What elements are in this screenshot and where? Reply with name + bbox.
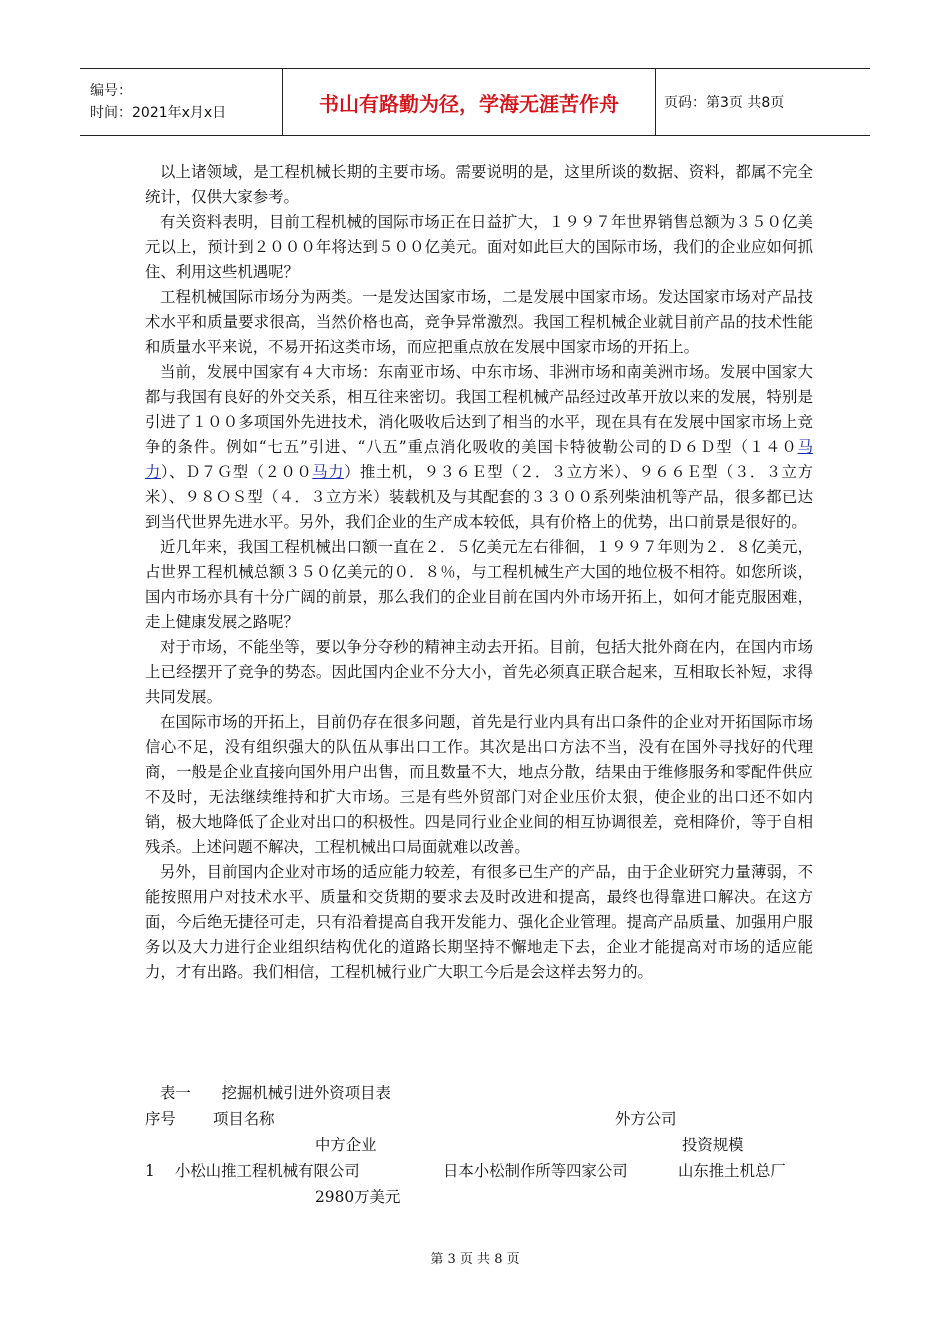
row-no: 1 bbox=[145, 1162, 155, 1180]
table-header-row-1 bbox=[145, 1106, 813, 1132]
col-header-cn: 中方企业 bbox=[315, 1136, 377, 1154]
article-body bbox=[145, 160, 813, 985]
header-info bbox=[80, 69, 282, 135]
paragraph-4 bbox=[145, 360, 813, 535]
paragraph-5: 近几年来，我国工程机械出口额一直在２．５亿美元左右徘徊，１９９７年则为２．８亿美元，占世界工程机械总额３５０亿美元的０．８％，与工程机械生产大国的地位极不相符。如您所谈，国内市场亦具有十分广阔的前景，那么我们的企业目前在国内外市场开拓上，如何才能克服困难，走上健康发展之路呢？ bbox=[145, 538, 813, 631]
investment-table bbox=[145, 1080, 813, 1210]
table-title-row bbox=[145, 1080, 813, 1106]
header-motto: 书山有路勤为径，学海无涯苦作舟 bbox=[282, 69, 656, 135]
table-row bbox=[145, 1158, 813, 1184]
paragraph-6: 对于市场，不能坐等，要以争分夺秒的精神主动去开拓。目前，包括大批外商在内，在国内市场上已经摆开了竞争的势态。因此国内企业不分大小，首先必须真正联合起来，互相取长补短，求得共同发展。 bbox=[145, 638, 813, 706]
paragraph-8: 另外，目前国内企业对市场的适应能力较差，有很多已生产的产品，由于企业研究力量薄弱，不能按照用户对技术水平、质量和交货期的要求去及时改进和提高，最终也得靠进口解决。在这方面，今后绝无捷径可走，只有沿着提高自我开发能力、强化企业管理。提高产品质量、加强用户服务以及大力进行企业组织结构优化的道路长期坚持不懈地走下去，企业才能提高对市场的适应能力，才有出路。我们相信，工程机械行业广大职工今后是会这样去努力的。 bbox=[145, 863, 813, 981]
row-foreign-company: 日本小松制作所等四家公司 bbox=[443, 1162, 628, 1180]
paragraph-3: 工程机械国际市场分为两类。一是发达国家市场，二是发展中国家市场。发达国家市场对产品技术水平和质量要求很高，当然价格也高，竞争异常激烈。我国工程机械企业就目前产品的技术性能和质量水平来说，不易开拓这类市场，而应把重点放在发展中国家市场的开拓上。 bbox=[145, 288, 813, 356]
row-investment-scale: 2980万美元 bbox=[315, 1188, 401, 1206]
col-header-scale: 投资规模 bbox=[682, 1136, 744, 1154]
paragraph-4-part-a: 当前，发展中国家有４大市场：东南亚市场、中东市场、非洲市场和南美洲市场。发展中国家大都与我国有良好的外交关系，相互往来密切。我国工程机械产品经过改革开放以来的发展，特别是引进了１００多项国外先进技术，消化吸收后达到了相当的水平，现在具有在发展中国家市场上竞争的条件。例如“七五”引进、“八五”重点消化吸收的美国卡特彼勒公司的Ｄ６Ｄ型（１４０ bbox=[145, 363, 813, 456]
table-header-row-2 bbox=[145, 1132, 813, 1158]
doc-number-label: 编号： bbox=[90, 83, 132, 99]
header-page-number: 页码：第3页 共8页 bbox=[664, 95, 785, 111]
paragraph-2: 有关资料表明，目前工程机械的国际市场正在日益扩大，１９９７年世界销售总额为３５０亿美元以上，预计到２０００年将达到５００亿美元。面对如此巨大的国际市场，我们的企业应如何抓住、利用这些机遇呢？ bbox=[145, 213, 813, 281]
paragraph-4-part-b: ）、Ｄ７Ｇ型（２００ bbox=[160, 463, 313, 481]
col-header-no: 序号 bbox=[145, 1110, 176, 1128]
col-header-foreign: 外方公司 bbox=[615, 1110, 677, 1128]
row-project-name: 小松山推工程机械有限公司 bbox=[175, 1162, 360, 1180]
table-row-continued bbox=[145, 1184, 813, 1210]
page-header bbox=[80, 68, 870, 136]
paragraph-7: 在国际市场的开拓上，目前仍存在很多问题，首先是行业内具有出口条件的企业对开拓国际市场信心不足，没有组织强大的队伍从事出口工作。其次是出口方法不当，没有在国外寻找好的代理商，一般是企业直接向国外用户出售，而且数量不大，地点分散，结果由于维修服务和零配件供应不及时，无法继续维持和扩大市场。三是有些外贸部门对企业压价太狠，使企业的出口还不如内销，极大地降低了企业对出口的积极性。四是同行业企业间的相互协调很差，竞相降价，等于自相残杀。上述问题不解决，工程机械出口局面就难以改善。 bbox=[145, 713, 813, 856]
paragraph-4-part-c: ）推土机，９３６Ｅ型（２．３立方米）、９６６Ｅ型（３．３立方米）、９８ＯＳ型（４．３立方米）装载机及与其配套的３３００系列柴油机等产品，很多都已达到当代世界先进水平。另外，我们企业的生产成本较低，具有价格上的优势，出口前景是很好的。 bbox=[145, 463, 813, 531]
table-title: 表一 挖掘机械引进外资项目表 bbox=[160, 1084, 391, 1102]
horsepower-link-1[interactable]: 马力 bbox=[145, 438, 813, 481]
horsepower-link-2[interactable]: 马力 bbox=[312, 463, 345, 481]
paragraph-1: 以上诸领域，是工程机械长期的主要市场。需要说明的是，这里所谈的数据、资料，都属不完全统计，仅供大家参考。 bbox=[145, 163, 813, 206]
col-header-name: 项目名称 bbox=[213, 1110, 275, 1128]
row-chinese-company: 山东推土机总厂 bbox=[678, 1162, 786, 1180]
page-footer: 第 3 页 共 8 页 bbox=[430, 1252, 520, 1267]
doc-date-label: 时间：2021年x月x日 bbox=[90, 105, 227, 121]
